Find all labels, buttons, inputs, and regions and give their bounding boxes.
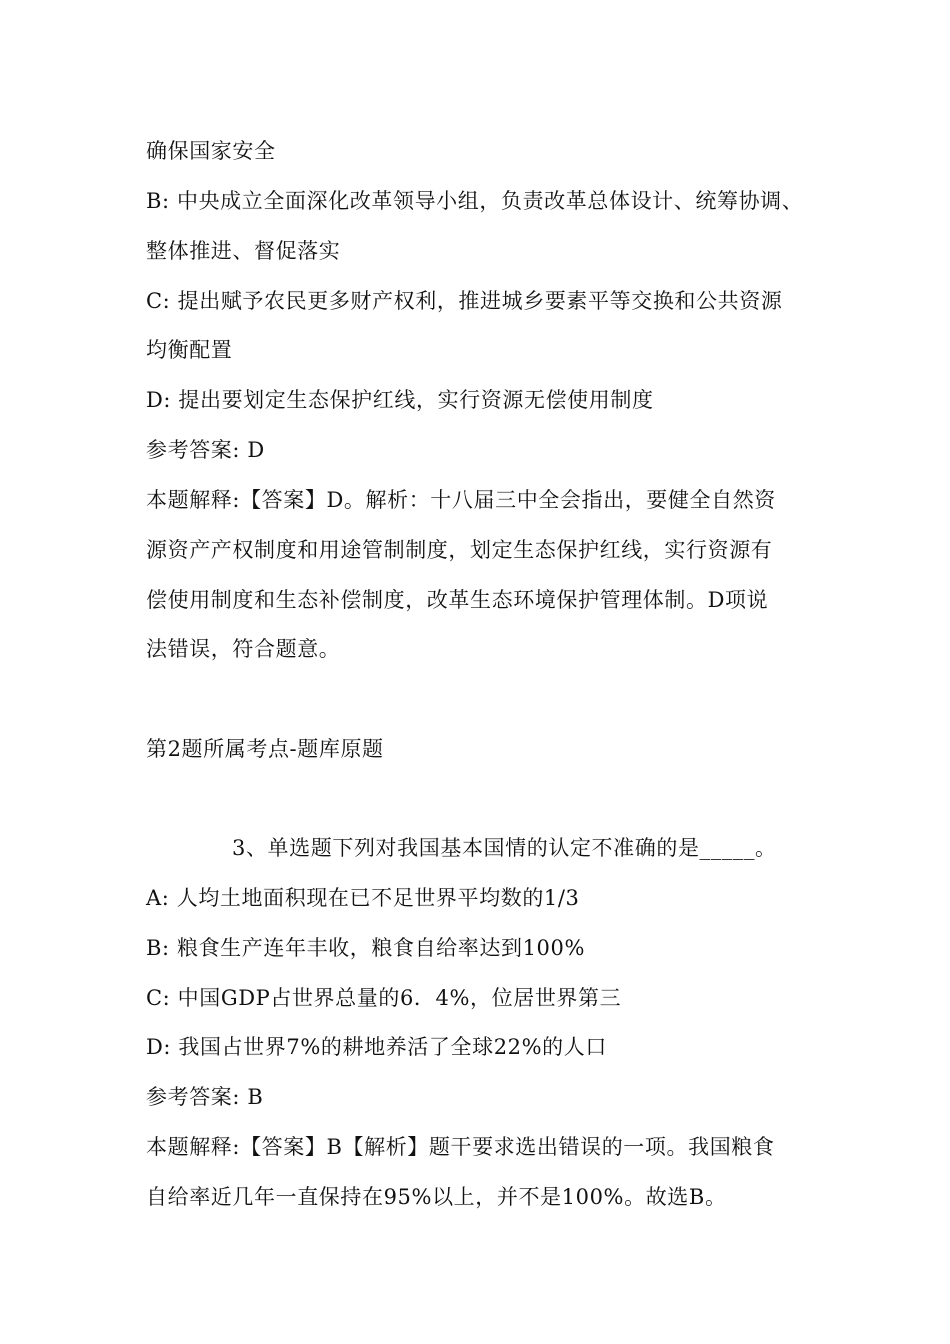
q1-option-b-line1: B: 中央成立全面深化改革领导小组，负责改革总体设计、统筹协调、 xyxy=(146,189,804,213)
q1-option-a-tail: 确保国家安全 xyxy=(146,139,276,163)
q3-option-a: A: 人均土地面积现在已不足世界平均数的1/3 xyxy=(146,886,580,910)
q2-knowledge-point: 第2题所属考点-题库原题 xyxy=(146,737,384,761)
q3-option-b: B: 粮食生产连年丰收，粮食自给率达到100% xyxy=(146,936,586,960)
q3-explanation-line1: 本题解释:【答案】B【解析】题干要求选出错误的一项。我国粮食 xyxy=(146,1135,775,1159)
q3-question: 3、单选题下列对我国基本国情的认定不准确的是_____。 xyxy=(232,836,777,860)
q3-explanation-line2: 自给率近几年一直保持在95%以上，并不是100%。故选B。 xyxy=(146,1185,727,1209)
q3-option-c: C: 中国GDP占世界总量的6．4%，位居世界第三 xyxy=(146,986,622,1010)
q1-option-d: D: 提出要划定生态保护红线，实行资源无偿使用制度 xyxy=(146,388,654,412)
q1-answer: 参考答案: D xyxy=(146,438,265,462)
q3-answer: 参考答案: B xyxy=(146,1085,264,1109)
q1-option-c-line1: C: 提出赋予农民更多财产权利，推进城乡要素平等交换和公共资源 xyxy=(146,289,783,313)
q1-explanation-line3: 偿使用制度和生态补偿制度，改革生态环境保护管理体制。D项说 xyxy=(146,588,769,612)
q1-explanation-line2: 源资产产权制度和用途管制制度，划定生态保护红线，实行资源有 xyxy=(146,538,773,562)
q1-explanation-line1: 本题解释:【答案】D。解析：十八届三中全会指出，要健全自然资 xyxy=(146,488,776,512)
q1-explanation-line4: 法错误，符合题意。 xyxy=(146,637,341,661)
q1-option-c-line2: 均衡配置 xyxy=(146,338,233,362)
q1-option-b-line2: 整体推进、督促落实 xyxy=(146,239,341,263)
q3-option-d: D: 我国占世界7%的耕地养活了全球22%的人口 xyxy=(146,1035,607,1059)
